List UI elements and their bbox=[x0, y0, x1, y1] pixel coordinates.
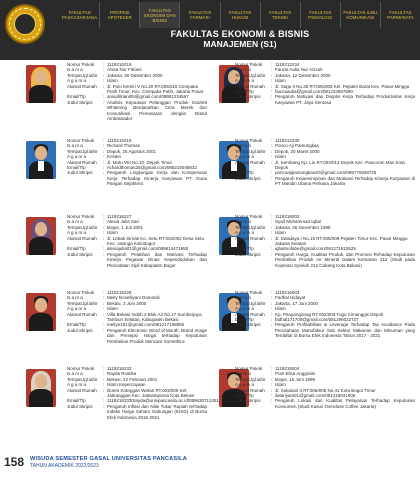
student-entry bbox=[207, 138, 418, 214]
student-info bbox=[67, 366, 219, 420]
field-value-agama: Islam bbox=[275, 382, 286, 388]
menu-item-psikologi: FAKULTAS PSIKOLOGI bbox=[300, 2, 340, 28]
info-row-alamat bbox=[235, 160, 415, 171]
field-label: Nomor Pokok bbox=[67, 366, 95, 371]
field-value-email: iqbalmofabe@gmail.com/081271815525 bbox=[275, 246, 356, 252]
info-row-alamat bbox=[235, 236, 415, 247]
field-label: Judul Skripsi bbox=[67, 251, 93, 257]
field-label: Email/Tlp bbox=[235, 246, 254, 252]
field-label: A g a m a bbox=[67, 154, 87, 160]
field-separator: : bbox=[103, 143, 105, 149]
field-separator: : bbox=[271, 300, 273, 306]
field-separator: : bbox=[103, 327, 105, 333]
field-separator: : bbox=[271, 78, 273, 84]
field-value-alamat: Jl. Kembang Kp. Lio RT.004/013 Depok Kec. Pancoran Mas Kota Depok bbox=[275, 159, 405, 171]
field-separator: : bbox=[271, 295, 273, 301]
field-label: Email/Tlp bbox=[67, 165, 86, 171]
field-value-nomor-pokok: 1119215004 bbox=[275, 366, 300, 371]
field-label: Alamat Rumah bbox=[67, 83, 97, 89]
page-header bbox=[0, 0, 420, 60]
field-separator: : bbox=[103, 170, 105, 176]
field-value-alamat: Villa Bekasi Indah 2 Blok A2 No.17 Sumberjaya, Tambun Selatan, Kabupaten Bekasi bbox=[107, 311, 203, 323]
field-value-judul: Pengaruh Harga, Kualitas Produk, dan Promosi Terhadap Keputusan Pembelian Produk Air Mineral Dalam Kemasan 212 (Studi pada Koperasi Syariah 212 Cabang Kota Bekasi) bbox=[275, 251, 415, 268]
student-photo bbox=[26, 293, 56, 331]
field-separator: : bbox=[271, 322, 273, 328]
field-value-alamat: Duren Kranggan Wetan RT.003/009 Kel. Jatiranggan Kec. Jatisampurna Kota Bekasi bbox=[107, 387, 195, 399]
student-info bbox=[67, 62, 207, 121]
field-label: Tempat,tgl.lahir bbox=[235, 72, 266, 78]
field-value-ttl: Depok, 20 Maret 2000 bbox=[275, 148, 320, 154]
field-label: A g a m a bbox=[235, 230, 255, 236]
field-label: Alamat Rumah bbox=[67, 235, 97, 241]
field-label: Nomor Pokok bbox=[67, 290, 95, 295]
field-label: Tempat,tgl.lahir bbox=[67, 224, 98, 230]
field-separator: : bbox=[271, 143, 273, 149]
field-value-ttl: Jakarta, 30 Desember 2000 bbox=[107, 72, 163, 78]
field-separator: : bbox=[103, 403, 105, 409]
field-separator: : bbox=[271, 290, 273, 295]
field-label: A g a m a bbox=[67, 306, 87, 312]
field-label: Judul Skripsi bbox=[67, 170, 93, 176]
field-label: Nomor Pokok bbox=[235, 138, 263, 143]
field-value-alamat: Jl. Pulo Kemiri V No.20 RT.005/015 Cempaka Putih Timur, Kec. Cempaka Putih, Jakarta Pusat bbox=[107, 83, 204, 95]
info-row-alamat bbox=[67, 84, 207, 95]
field-value-nama: Ponco Aji Pamungkas bbox=[275, 143, 319, 149]
field-separator: : bbox=[271, 382, 273, 388]
info-row-judul bbox=[67, 404, 207, 420]
info-row-alamat bbox=[67, 388, 207, 399]
field-separator: : bbox=[103, 251, 105, 257]
field-value-ttl: Jakarta, 12 Desember 2000 bbox=[275, 72, 331, 78]
field-separator: : bbox=[271, 67, 273, 73]
field-value-nama: Alexia Julia Sari bbox=[107, 219, 140, 225]
field-label: Judul Skripsi bbox=[235, 251, 261, 257]
field-label: Email/Tlp bbox=[67, 322, 86, 328]
student-entry bbox=[207, 62, 418, 138]
field-separator: : bbox=[271, 311, 273, 317]
info-row-judul bbox=[67, 328, 207, 344]
field-separator: : bbox=[103, 159, 105, 165]
page-subtitle: MANAJEMEN (S1) bbox=[203, 39, 277, 49]
field-label: Judul Skripsi bbox=[235, 398, 261, 404]
field-value-nama: Rayda Rustika bbox=[107, 371, 137, 377]
info-row-judul bbox=[67, 170, 207, 186]
field-separator: : bbox=[103, 214, 105, 219]
field-separator: : bbox=[103, 398, 105, 404]
student-photo bbox=[26, 65, 56, 103]
field-value-nomor-pokok: 1119216227 bbox=[107, 214, 132, 219]
info-row-judul bbox=[67, 252, 207, 268]
field-value-judul: Pengaruh Lingkungan Kerja dan Kompensasi Kerja Terhadap Kinerja Karyawan PT Guna Pangan Sejahtera bbox=[107, 170, 207, 187]
field-label: N a m a bbox=[67, 371, 83, 377]
student-info bbox=[67, 138, 207, 187]
field-value-ttl: Bogor, 15 Juni 1999 bbox=[275, 376, 316, 382]
field-value-agama: Islam bbox=[275, 154, 286, 160]
student-entry bbox=[0, 62, 211, 138]
field-label: Tempat,tgl.lahir bbox=[235, 376, 266, 382]
footer-subtitle: TAHUN AKADEMIK 2022/2023 bbox=[30, 463, 99, 469]
page-number: 158 bbox=[4, 455, 25, 469]
field-separator: : bbox=[271, 366, 273, 371]
info-row-alamat bbox=[67, 236, 207, 247]
field-value-agama: Islam bbox=[107, 78, 118, 84]
field-separator: : bbox=[103, 371, 105, 377]
field-separator: : bbox=[103, 154, 105, 160]
student-photo bbox=[26, 369, 56, 407]
info-row-judul bbox=[235, 322, 415, 338]
field-value-email: meityn191@gmail.com/081217158865 bbox=[107, 322, 185, 328]
field-value-alamat: Jl. Swadaya I No.15 RT.005/009 Pejaten Timur Kec. Pasar Minggu Jakarta Selatan bbox=[275, 235, 408, 247]
student-photo bbox=[26, 217, 56, 255]
student-entry bbox=[0, 290, 211, 366]
menu-item-hukum: FAKULTAS HUKUM bbox=[220, 2, 260, 28]
field-value-nomor-pokok: 1119216228 bbox=[107, 290, 132, 295]
field-label: Nomor Pokok bbox=[67, 62, 95, 67]
field-value-agama: Islam bbox=[275, 78, 286, 84]
field-separator: : bbox=[271, 219, 273, 225]
info-row-judul bbox=[235, 176, 415, 187]
menu-item-ekonomi-bisnis: FAKULTAS EKONOMI DAN BISNIS bbox=[139, 2, 179, 28]
field-label: Tempat,tgl.lahir bbox=[235, 148, 266, 154]
faculty-menu bbox=[60, 2, 420, 28]
field-label: Tempat,tgl.lahir bbox=[67, 300, 98, 306]
student-info bbox=[67, 290, 207, 344]
field-separator: : bbox=[271, 214, 273, 219]
field-label: Tempat,tgl.lahir bbox=[235, 224, 266, 230]
field-label: A g a m a bbox=[235, 382, 255, 388]
field-label: Alamat Rumah bbox=[235, 159, 265, 165]
field-value-judul: Pengaruh Lokasi dan Kualitas Pelayanan Terhadap Keputusan Konsumen (Studi Kasus Overdose Coffee Jakarta) bbox=[275, 398, 415, 409]
field-separator: : bbox=[103, 290, 105, 295]
field-separator: : bbox=[271, 94, 273, 100]
field-value-agama: Islam bbox=[275, 230, 286, 236]
field-value-judul: Pengaruh Profitabilitas & Leverage Terhadap Tax Avoidance Pada Perusahaan Manufaktur Sub Sektor Makanan dan Minuman yang Terdaftar di Bursa Efek Indonesia Tahun 2017 - 2021 bbox=[275, 322, 415, 339]
field-label: N a m a bbox=[235, 295, 251, 301]
field-separator: : bbox=[103, 148, 105, 154]
field-value-agama: Islam bbox=[107, 230, 118, 236]
field-label: Alamat Rumah bbox=[235, 235, 265, 241]
info-row-alamat bbox=[67, 312, 207, 323]
student-entry bbox=[207, 214, 418, 290]
page-title: FAKULTAS EKONOMI & BISNIS bbox=[170, 29, 310, 39]
field-separator: : bbox=[271, 159, 273, 165]
field-separator: : bbox=[271, 224, 273, 230]
field-label: A g a m a bbox=[67, 230, 87, 236]
field-label: Nomor Pokok bbox=[235, 290, 263, 295]
field-label: N a m a bbox=[67, 143, 83, 149]
student-info bbox=[235, 62, 415, 105]
field-separator: : bbox=[271, 376, 273, 382]
student-grid bbox=[0, 62, 420, 452]
field-separator: : bbox=[103, 67, 105, 73]
field-value-nomor-pokok: 1119216002 bbox=[275, 214, 300, 219]
field-value-judul: Pengaruh Inflasi dan Nilai Tukar Rupiah terhadap Indeks Harga Saham Gabungan (IHSG) di Bursa Efek Indonesia 2015-2021 bbox=[107, 403, 207, 420]
student-info bbox=[235, 290, 415, 339]
field-separator: : bbox=[271, 62, 273, 67]
field-label: Email/Tlp bbox=[235, 393, 254, 399]
field-value-nomor-pokok: 1119216219 bbox=[107, 138, 132, 143]
field-label: Judul Skripsi bbox=[67, 327, 93, 333]
field-separator: : bbox=[271, 393, 273, 399]
field-value-alamat: Jl. Mutu VIII No.10, Depok Timur bbox=[107, 159, 173, 165]
field-value-judul: Analisis Kepuasan Pelanggan Produk Scarlett Whitening Berdasarkan Citra Merek dan Komunikasi Pemasaran dengan Brand Ambassador bbox=[107, 99, 207, 122]
field-separator: : bbox=[271, 175, 273, 181]
field-separator: : bbox=[103, 300, 105, 306]
field-separator: : bbox=[271, 387, 273, 393]
field-label: Judul Skripsi bbox=[67, 99, 93, 105]
field-separator: : bbox=[271, 235, 273, 241]
field-label: Email/Tlp bbox=[67, 398, 86, 404]
field-label: Email/Tlp bbox=[235, 317, 254, 323]
field-separator: : bbox=[103, 322, 105, 328]
field-value-nama: Fadhal Hidayat bbox=[275, 295, 306, 301]
field-label: Nomor Pokok bbox=[235, 214, 263, 219]
info-row-judul bbox=[67, 100, 207, 122]
field-value-nomor-pokok: 1119215003 bbox=[275, 290, 300, 295]
field-value-judul: Pengaruh Motivasi dan Disiplin Kerja Terhadap Produktivitas Kerja Karyawan PT. Jaya Sentosa bbox=[275, 94, 415, 105]
field-label: Alamat Rumah bbox=[235, 83, 265, 89]
field-value-nomor-pokok: 1119212234 bbox=[275, 62, 300, 67]
field-label: Nomor Pokok bbox=[235, 366, 263, 371]
field-value-nama: Syaif Muhammad Iqbal bbox=[275, 219, 322, 225]
field-separator: : bbox=[271, 398, 273, 404]
field-separator: : bbox=[271, 148, 273, 154]
field-separator: : bbox=[103, 165, 105, 171]
field-value-judul: Pengaruh Electronic Word of Mouth, Brand Image dan Persepsi Harga terhadap Keputusan Pembelian Produk Skincare Somethinc bbox=[107, 327, 207, 344]
field-value-email: alexiajulia01@gmail.com/089614471958 bbox=[107, 246, 189, 252]
student-info bbox=[235, 214, 415, 268]
field-label: N a m a bbox=[67, 219, 83, 225]
field-label: N a m a bbox=[235, 371, 251, 377]
field-label: Email/Tlp bbox=[235, 89, 254, 95]
field-separator: : bbox=[103, 62, 105, 67]
university-logo-icon bbox=[5, 4, 45, 44]
footer-title: WISUDA SEMESTER GASAL UNIVERSITAS PANCASILA bbox=[30, 456, 187, 462]
field-separator: : bbox=[103, 224, 105, 230]
field-value-agama: Islam bbox=[275, 306, 286, 312]
student-entry bbox=[0, 366, 219, 442]
student-info bbox=[67, 214, 207, 268]
field-separator: : bbox=[103, 246, 105, 252]
field-separator: : bbox=[103, 306, 105, 312]
field-label: Nomor Pokok bbox=[235, 62, 263, 67]
field-value-agama: Kristen bbox=[107, 154, 122, 160]
student-photo bbox=[26, 141, 56, 179]
field-value-ttl: Bekasi, 22 Februari 2001 bbox=[107, 376, 158, 382]
menu-item-pascasarjana: FAKULTAS PASCASARJANA bbox=[62, 10, 98, 20]
field-value-judul: Pengaruh Kepemimpinan dan Motivasi Terhadap Kinerja Karyawan di PT Mandiri Utama Perkasa Jakarta bbox=[275, 175, 415, 187]
field-label: A g a m a bbox=[67, 382, 87, 388]
field-label: Judul Skripsi bbox=[235, 175, 261, 181]
field-label: Alamat Rumah bbox=[67, 311, 97, 317]
field-label: Judul Skripsi bbox=[67, 403, 93, 409]
field-value-alamat: Kp. Pangongonag RT.002/003 Tugu Cimanggis Depok bbox=[275, 311, 384, 317]
field-value-email: anisafitriani05@gmail.com/08981234567 bbox=[107, 94, 189, 100]
field-value-nomor-pokok: 1119216233 bbox=[107, 366, 132, 371]
field-separator: : bbox=[103, 387, 105, 393]
field-label: A g a m a bbox=[67, 78, 87, 84]
field-separator: : bbox=[271, 72, 273, 78]
field-value-nama: Fauzia Aulia Nur Azizah bbox=[275, 67, 323, 73]
field-separator: : bbox=[271, 170, 273, 176]
student-entry bbox=[0, 214, 211, 290]
student-info bbox=[235, 366, 415, 409]
field-label: A g a m a bbox=[235, 306, 255, 312]
field-label: Tempat,tgl.lahir bbox=[67, 72, 98, 78]
field-value-email: fauziaaulia@gmail.com/081234567890 bbox=[275, 89, 353, 95]
field-label: Judul Skripsi bbox=[235, 322, 261, 328]
field-separator: : bbox=[271, 251, 273, 257]
menu-item-komunikasi: FAKULTAS ILMU KOMUNIKASI bbox=[340, 2, 380, 28]
field-separator: : bbox=[271, 306, 273, 312]
field-separator: : bbox=[103, 99, 105, 105]
field-value-email: poncoajipamungkas20@gmail.com/085770838725 bbox=[275, 170, 377, 176]
field-separator: : bbox=[103, 382, 105, 388]
field-value-ttl: Bekasi, 3 Juni 2000 bbox=[107, 300, 147, 306]
field-value-alamat: Jl. Sagu II No.35 RT.005/005 Kel. Pejaten Barat Kec. Pasar Minggu bbox=[275, 83, 410, 89]
field-separator: : bbox=[103, 138, 105, 143]
field-separator: : bbox=[103, 366, 105, 371]
field-separator: : bbox=[103, 219, 105, 225]
field-value-nama: Richard Thomas bbox=[107, 143, 140, 149]
field-label: Alamat Rumah bbox=[235, 387, 265, 393]
field-separator: : bbox=[103, 94, 105, 100]
field-value-nama: Meity Novelliyani Damanik bbox=[107, 295, 160, 301]
field-label: Nomor Pokok bbox=[67, 138, 95, 143]
field-value-nama: Putri Elisa Anggraini bbox=[275, 371, 316, 377]
field-value-ttl: Bogor, 1 Juli 2001 bbox=[107, 224, 144, 230]
field-label: Tempat,tgl.lahir bbox=[67, 148, 98, 154]
student-entry bbox=[207, 290, 418, 366]
field-label: N a m a bbox=[67, 67, 83, 73]
field-label: Alamat Rumah bbox=[67, 159, 97, 165]
field-label: Tempat,tgl.lahir bbox=[67, 376, 98, 382]
menu-item-farmasi: FAKULTAS FARMASI bbox=[179, 2, 219, 28]
field-separator: : bbox=[271, 83, 273, 89]
student-entry bbox=[207, 366, 418, 442]
field-separator: : bbox=[103, 72, 105, 78]
field-label: Nomor Pokok bbox=[67, 214, 95, 219]
field-value-ttl: Jakarta, 17 Juni 2000 bbox=[275, 300, 319, 306]
field-label: Judul Skripsi bbox=[235, 94, 261, 100]
field-value-alamat: Jl. Lebak Sirnak Ko. Setu RT.002/002 Desa Setu Kec. Jasinga Kab.Bogor bbox=[107, 235, 204, 247]
field-label: N a m a bbox=[235, 67, 251, 73]
field-label: Alamat Rumah bbox=[235, 311, 265, 317]
student-entry bbox=[0, 138, 211, 214]
info-row-judul bbox=[235, 94, 415, 105]
menu-item-apoteker: PROFESI APOTEKER bbox=[99, 2, 139, 28]
field-separator: : bbox=[103, 235, 105, 241]
menu-item-pariwisata: FAKULTAS PARIWISATA bbox=[380, 2, 420, 28]
field-value-judul: Pengaruh Pelatihan dan Motivasi Terhadap Kinerja Pegawai Dinas Kependudukan dan Pencatatan Sipil Kabupaten Bogor bbox=[107, 251, 207, 268]
field-value-nomor-pokok: 1119216219 bbox=[107, 62, 132, 67]
field-label: Email/Tlp bbox=[67, 94, 86, 100]
field-label: A g a m a bbox=[235, 78, 255, 84]
field-separator: : bbox=[271, 89, 273, 95]
field-value-alamat: Jl. Sukasari 3 RT.006/006 No.41 Kota Bogor Timur bbox=[275, 387, 376, 393]
field-value-email: ilatariyani01@gmail.com/081319041906 bbox=[275, 393, 356, 399]
field-label: A g a m a bbox=[235, 154, 255, 160]
field-separator: : bbox=[271, 138, 273, 143]
field-label: Tempat,tgl.lahir bbox=[235, 300, 266, 306]
field-separator: : bbox=[271, 154, 273, 160]
field-label: Email/Tlp bbox=[235, 170, 254, 176]
field-value-agama: Islam Kepercayaan bbox=[107, 382, 146, 388]
field-separator: : bbox=[271, 317, 273, 323]
student-info bbox=[235, 138, 415, 187]
field-value-ttl: Jakarta, 26 November 1998 bbox=[275, 224, 331, 230]
field-separator: : bbox=[271, 371, 273, 377]
field-separator: : bbox=[271, 230, 273, 236]
field-label: N a m a bbox=[235, 143, 251, 149]
field-value-agama: Islam bbox=[107, 306, 118, 312]
field-separator: : bbox=[103, 311, 105, 317]
field-value-email: 11192162330rayda@univpancasila.ac.id/089630712451 bbox=[107, 398, 219, 404]
info-row-judul bbox=[235, 252, 415, 268]
field-value-nama: Anisa Nur Fitriani bbox=[107, 67, 142, 73]
field-separator: : bbox=[103, 295, 105, 301]
info-row-judul bbox=[235, 398, 415, 409]
field-separator: : bbox=[103, 376, 105, 382]
field-value-nomor-pokok: 1119212230 bbox=[275, 138, 300, 143]
field-separator: : bbox=[271, 246, 273, 252]
field-value-email: richardthomas25@gmail.com/085215048832 bbox=[107, 165, 197, 171]
field-separator: : bbox=[103, 230, 105, 236]
field-separator: : bbox=[103, 78, 105, 84]
menu-item-teknik: FAKULTAS TEKNIK bbox=[260, 2, 300, 28]
field-separator: : bbox=[103, 83, 105, 89]
field-value-ttl: Depok, 25 Agustus 2001 bbox=[107, 148, 157, 154]
field-label: N a m a bbox=[235, 219, 251, 225]
field-value-email: fadhal171700@gmail.com/081296022727 bbox=[275, 317, 359, 323]
field-label: N a m a bbox=[67, 295, 83, 301]
field-label: Email/Tlp bbox=[67, 246, 86, 252]
field-label: Alamat Rumah bbox=[67, 387, 97, 393]
